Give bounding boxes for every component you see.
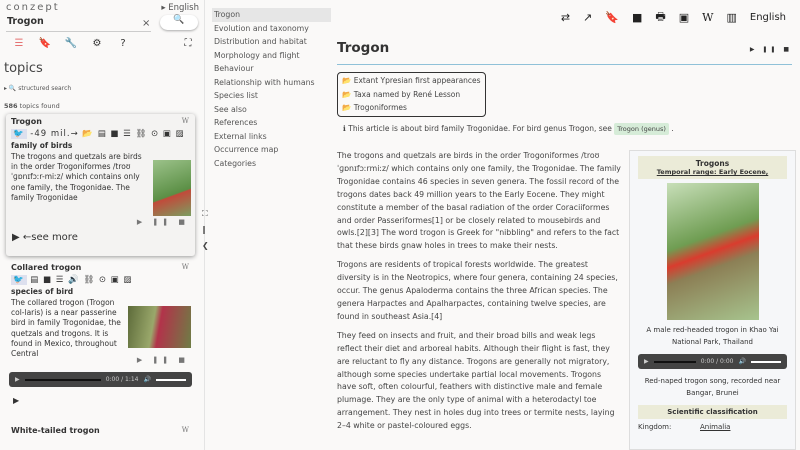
see-more-link[interactable]: ▶ ←see more bbox=[12, 232, 78, 243]
infobox bbox=[629, 150, 796, 450]
category-label[interactable]: Taxa named by René Lesson bbox=[353, 89, 461, 99]
count-value: 586 bbox=[4, 102, 18, 110]
volume-slider[interactable] bbox=[751, 361, 781, 363]
media-controls[interactable]: ▶ ❚❚ ■ bbox=[136, 356, 189, 364]
topic-card[interactable] bbox=[6, 114, 195, 256]
classification-header: Scientific classification bbox=[638, 405, 787, 419]
bookmark-icon[interactable]: 🔖 bbox=[38, 38, 52, 49]
count-label: topics found bbox=[19, 102, 60, 110]
audio-caption: Red-naped trogon song, recorded near Bangar, Brunei bbox=[644, 377, 781, 397]
menu-icon[interactable]: ☰ bbox=[14, 38, 24, 49]
toc-item[interactable]: Trogon bbox=[212, 8, 331, 22]
wikipedia-icon[interactable]: W bbox=[181, 117, 189, 125]
hatnote-text: This article is about bird family Trogonidae. For bird genus Trogon, see bbox=[348, 123, 612, 133]
card-title[interactable]: White-tailed trogon bbox=[11, 426, 100, 435]
toc-item[interactable]: Evolution and taxonomy bbox=[214, 23, 309, 33]
toc-item[interactable]: References bbox=[214, 118, 258, 127]
gear-icon[interactable]: ⚙ bbox=[92, 38, 102, 49]
image-caption: A male red-headed trogon in Khao Yai National Park, Thailand bbox=[646, 326, 779, 346]
fullscreen-icon[interactable]: ⛶ bbox=[184, 38, 192, 49]
audio-seek[interactable] bbox=[25, 379, 101, 381]
app-brand[interactable]: conzept bbox=[6, 2, 60, 13]
bird-icon[interactable]: 🐦 bbox=[13, 129, 25, 139]
volume-icon[interactable]: 🔊 bbox=[738, 358, 746, 365]
card-type: family of birds bbox=[11, 141, 73, 150]
category-item[interactable]: 📂 Taxa named by René Lesson bbox=[342, 89, 461, 99]
card-title[interactable]: Collared trogon bbox=[11, 263, 82, 272]
collapse-icon[interactable]: ❮ bbox=[202, 241, 209, 250]
speech-controls[interactable]: ▶ ❚❚ ■ bbox=[749, 46, 792, 53]
toc-item[interactable]: Behaviour bbox=[214, 64, 254, 73]
print-icon[interactable]: 🖶 bbox=[655, 10, 666, 23]
top-toolbar bbox=[561, 8, 786, 27]
toc-item[interactable]: Occurrence map bbox=[214, 145, 279, 154]
volume-icon[interactable]: 🔊 bbox=[143, 376, 151, 383]
play-button[interactable]: ▶ bbox=[13, 396, 20, 405]
infobox-header bbox=[638, 156, 787, 179]
article-header bbox=[337, 40, 792, 133]
infobox-title: Trogons bbox=[695, 159, 730, 168]
table-of-contents bbox=[212, 8, 331, 170]
temporal-range[interactable]: Temporal range: Early Eocene, bbox=[656, 168, 769, 176]
paragraph: The trogons and quetzals are birds in the order Trogoniformes /troʊˈɡɒnɪfɔːrmiːz/ which contains only one family, the Trogonidae. The family Trogonidae contains 46 species in seven genera. The fossil record of the trogons dates back 49 million years to the Early Eocene. They might constitute a member of the basal radiation of the order Coraciiformes and order Passeriformes[1] or be closely related to mousebirds and owls.[2][3] The word trogon is Greek for "nibbling" and refers to the fact that these birds gnaw holes in trees to make their nests. bbox=[337, 151, 621, 251]
audio-time: 0:00 / 0:00 bbox=[700, 358, 734, 365]
category-label[interactable]: Extant Ypresian first appearances bbox=[353, 76, 481, 85]
bookmark-icon[interactable]: 🔖 bbox=[605, 11, 619, 24]
images-icon[interactable]: ▣ bbox=[678, 11, 690, 24]
language-selector[interactable]: ▸ English bbox=[161, 3, 199, 13]
article-body bbox=[337, 150, 622, 439]
help-icon[interactable]: ? bbox=[120, 38, 126, 49]
video-icon[interactable]: ■ bbox=[631, 11, 643, 24]
card-text: The trogons and quetzals are birds in the order Trogoniformes /troʊˈɡɒnɪfɔːr-miːz/ which contains only one family, the Trogonidae. The family Trogonidae bbox=[11, 152, 142, 202]
volume-slider[interactable] bbox=[156, 379, 186, 381]
paragraph: Trogons are residents of tropical forests worldwide. The greatest diversity is in the Neotropics, where four genera, containing 24 species, occur. The genus Apaloderma contains the three African species. The genera Harpactes and Apalharpactes, containing twelve species, are found in southeast Asia.[4] bbox=[337, 260, 618, 321]
external-link-icon[interactable]: ↗ bbox=[583, 11, 593, 24]
play-icon[interactable]: ▶ bbox=[15, 376, 20, 383]
audio-player[interactable] bbox=[9, 372, 192, 387]
card-icon-row[interactable] bbox=[11, 129, 190, 139]
panel-controls bbox=[202, 206, 209, 254]
language-label: English bbox=[168, 3, 199, 13]
wikipedia-icon[interactable]: W bbox=[181, 426, 189, 434]
resize-handle[interactable]: ‖ bbox=[202, 225, 206, 234]
card-icons[interactable]: ▤ ■ ☰ 🔊 ⛓ ⊙ ▣ ▨ bbox=[30, 275, 133, 285]
kingdom-link[interactable]: Animalia bbox=[700, 423, 731, 431]
sidebar-title: topics bbox=[4, 61, 43, 76]
audio-time: 0:00 / 1:14 bbox=[105, 376, 139, 383]
toolbar bbox=[6, 38, 201, 49]
compare-icon[interactable]: ⇄ bbox=[560, 11, 571, 24]
search-input[interactable]: Trogon bbox=[6, 16, 151, 32]
hatnote: ℹ This article is about bird family Trogonidae. For bird genus Trogon, see Trogon (genus) . bbox=[343, 123, 674, 133]
category-item[interactable]: 📂 Extant Ypresian first appearances bbox=[342, 76, 481, 85]
barcode-icon[interactable]: ▥ bbox=[726, 11, 737, 24]
toc-item[interactable]: External links bbox=[214, 131, 267, 141]
info-icon: ℹ bbox=[343, 123, 346, 133]
hatnote-link[interactable]: Trogon (genus) bbox=[614, 123, 669, 135]
expand-icon[interactable]: ⛶ bbox=[202, 209, 208, 218]
kingdom-label: Kingdom: bbox=[638, 423, 672, 431]
toc-item[interactable]: See also bbox=[214, 104, 247, 114]
toc-item[interactable]: Distribution and habitat bbox=[214, 37, 307, 46]
topics-count bbox=[4, 102, 60, 110]
card-thumbnail[interactable] bbox=[128, 306, 191, 348]
left-panel bbox=[0, 0, 205, 450]
clear-search-icon[interactable]: × bbox=[142, 18, 151, 29]
card-thumbnail[interactable] bbox=[153, 160, 191, 216]
search-button[interactable]: 🔍 bbox=[160, 15, 198, 30]
kingdom-row bbox=[638, 423, 787, 431]
toc-item[interactable]: Species list bbox=[214, 91, 258, 100]
language-button[interactable]: English bbox=[749, 12, 786, 23]
infobox-image[interactable] bbox=[667, 183, 759, 320]
card-title[interactable]: Trogon bbox=[11, 117, 42, 126]
card-text: The collared trogon (Trogon col-laris) is a near passerine bird in family Trogonidae, the quetzals and trogons. It is found in Mexico, throughout Central bbox=[11, 298, 121, 359]
paragraph: They feed on insects and fruit, and their broad bills and weak legs reflect their diet and arboreal habits. Although their flight is fast, they are reluctant to fly any distance. Trogons are generally not migratory, although some species undertake partial local movements. Trogons have soft, often colourful, feathers with distinctive male and female plumage. They are the only type of animal with a heterodactyl toe arrangement. They nest in holes dug into trees or termite nests, laying 2–4 white or pastel-coloured eggs. bbox=[337, 330, 615, 431]
wrench-icon[interactable]: 🔧 bbox=[64, 38, 78, 49]
media-controls[interactable]: ▶ ❚❚ ■ bbox=[136, 218, 189, 226]
wikipedia-icon[interactable]: W bbox=[702, 11, 714, 24]
audio-seek[interactable] bbox=[654, 361, 696, 363]
structured-search-toggle[interactable]: ▸ 🔍 structured search bbox=[4, 85, 72, 92]
toc-item[interactable]: Morphology and flight bbox=[214, 50, 300, 60]
card-icon-row[interactable] bbox=[11, 275, 190, 285]
category-list bbox=[337, 72, 486, 117]
card-icons[interactable]: -49 mil.→ 📂 ▤ ■ ☰ ⛓ ⊙ ▣ ▨ bbox=[30, 129, 185, 139]
toc-item[interactable]: Categories bbox=[214, 158, 257, 168]
audio-player[interactable] bbox=[638, 354, 787, 369]
category-item[interactable]: 📂 Trogoniformes bbox=[342, 103, 407, 112]
play-icon[interactable]: ▶ bbox=[644, 358, 649, 365]
bird-icon[interactable]: 🐦 bbox=[13, 275, 25, 285]
category-label[interactable]: Trogoniformes bbox=[353, 103, 407, 112]
topic-card[interactable] bbox=[6, 423, 195, 450]
wikipedia-icon[interactable]: W bbox=[181, 263, 189, 271]
toc-item[interactable]: Relationship with humans bbox=[214, 77, 315, 87]
card-type: species of bird bbox=[11, 287, 74, 296]
page-title: Trogon bbox=[337, 40, 792, 65]
